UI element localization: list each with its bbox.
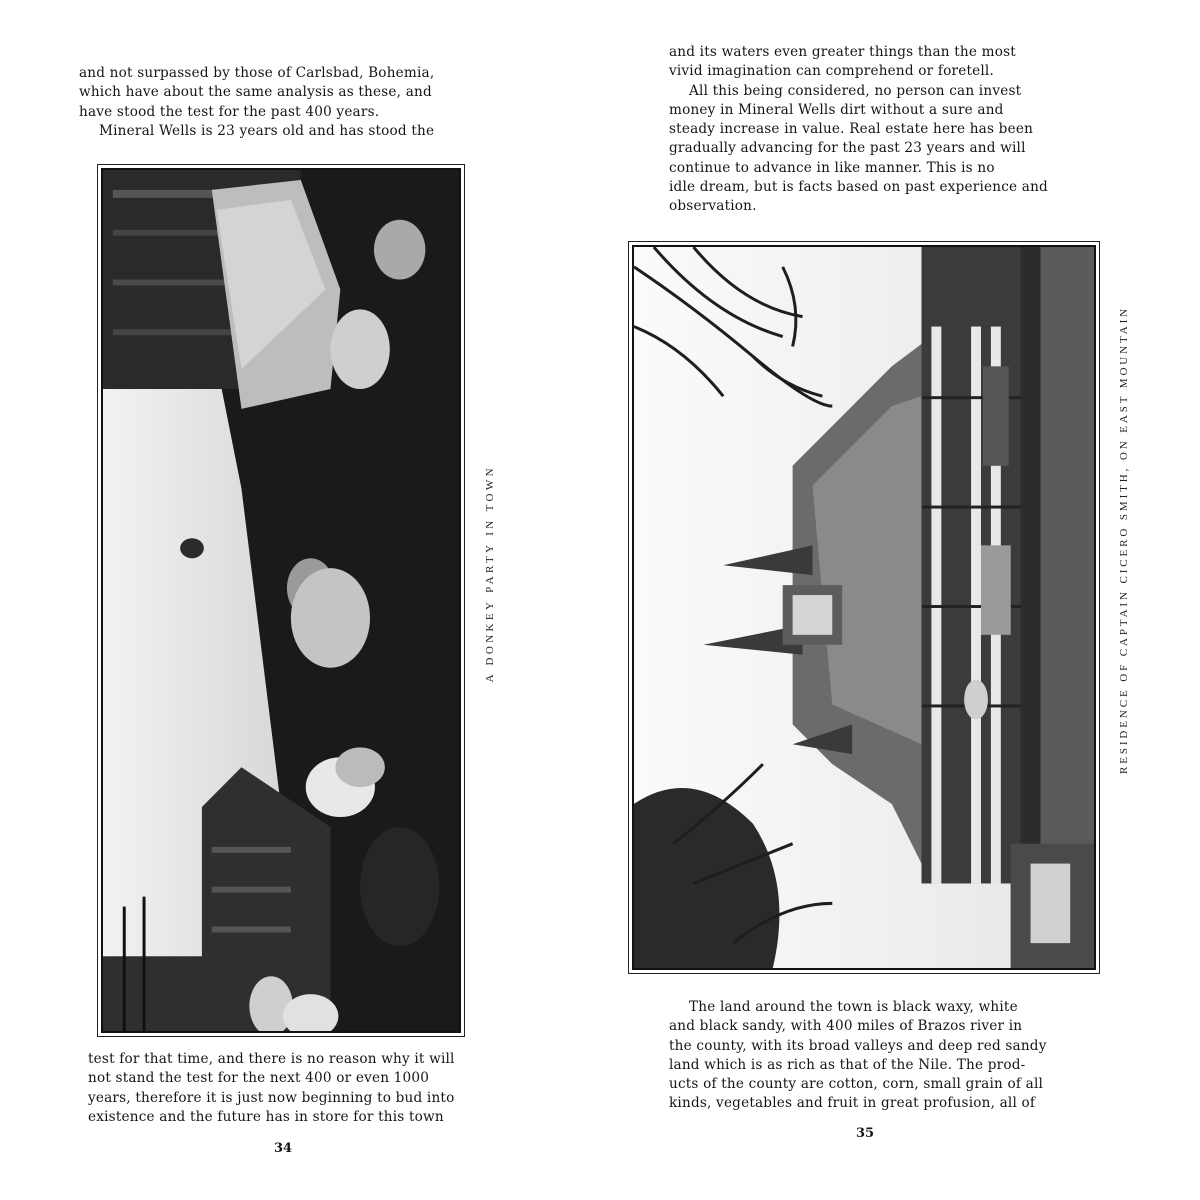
text-line: money in Mineral Wells dirt without a sure and	[669, 101, 1004, 118]
text-line: the county, with its broad valleys and deep red sandy	[669, 1037, 1047, 1054]
text-line: Mineral Wells is 23 years old and has stood the	[99, 122, 435, 139]
text-line: idle dream, but is facts based on past experience and	[669, 179, 1048, 196]
right-top-paragraph	[669, 43, 1066, 217]
text-line: kinds, vegetables and fruit in great profusion, all of	[669, 1095, 1036, 1112]
donkey-party-photo-image	[103, 170, 459, 1031]
donkey-party-photo	[97, 164, 465, 1037]
text-line: which have about the same analysis as these, and	[79, 84, 432, 101]
text-line: All this being considered, no person can invest	[689, 82, 1022, 99]
page-number-left: 34	[274, 1141, 293, 1156]
text-line: The land around the town is black waxy, white	[689, 999, 1018, 1015]
text-line: ucts of the county are cotton, corn, small grain of all	[669, 1076, 1044, 1093]
text-line: and its waters even greater things than the most	[669, 44, 1016, 60]
text-line: land which is as rich as that of the Nile. The prod-	[669, 1056, 1026, 1073]
text-line: observation.	[669, 198, 757, 215]
text-line: vivid imagination can comprehend or foretell.	[669, 63, 994, 80]
residence-caption: RESIDENCE OF CAPTAIN CICERO SMITH, ON EAST MOUNTAIN	[1118, 306, 1130, 775]
residence-photo-image	[634, 247, 1094, 968]
text-line: years, therefore it is just now beginning to bud into	[88, 1089, 455, 1106]
text-line: not stand the test for the next 400 or even 1000	[88, 1070, 430, 1087]
text-line: continue to advance in like manner. This is no	[669, 159, 995, 176]
text-line: and not surpassed by those of Carlsbad, Bohemia,	[79, 65, 435, 81]
left-bottom-paragraph	[88, 1050, 483, 1127]
page-number-right: 35	[856, 1126, 875, 1141]
text-line: existence and the future has in store for this town	[88, 1108, 444, 1125]
left-top-paragraph	[79, 64, 476, 141]
text-line: test for that time, and there is no reason why it will	[88, 1051, 455, 1067]
residence-photo	[628, 241, 1100, 974]
donkey-party-caption: A DONKEY PARTY IN TOWN	[484, 465, 496, 683]
text-line: and black sandy, with 400 miles of Brazos river in	[669, 1018, 1023, 1035]
text-line: have stood the test for the past 400 years.	[79, 103, 380, 120]
text-line: steady increase in value. Real estate here has been	[669, 121, 1034, 138]
text-line: gradually advancing for the past 23 years and will	[669, 140, 1026, 157]
right-bottom-paragraph	[669, 998, 1066, 1114]
